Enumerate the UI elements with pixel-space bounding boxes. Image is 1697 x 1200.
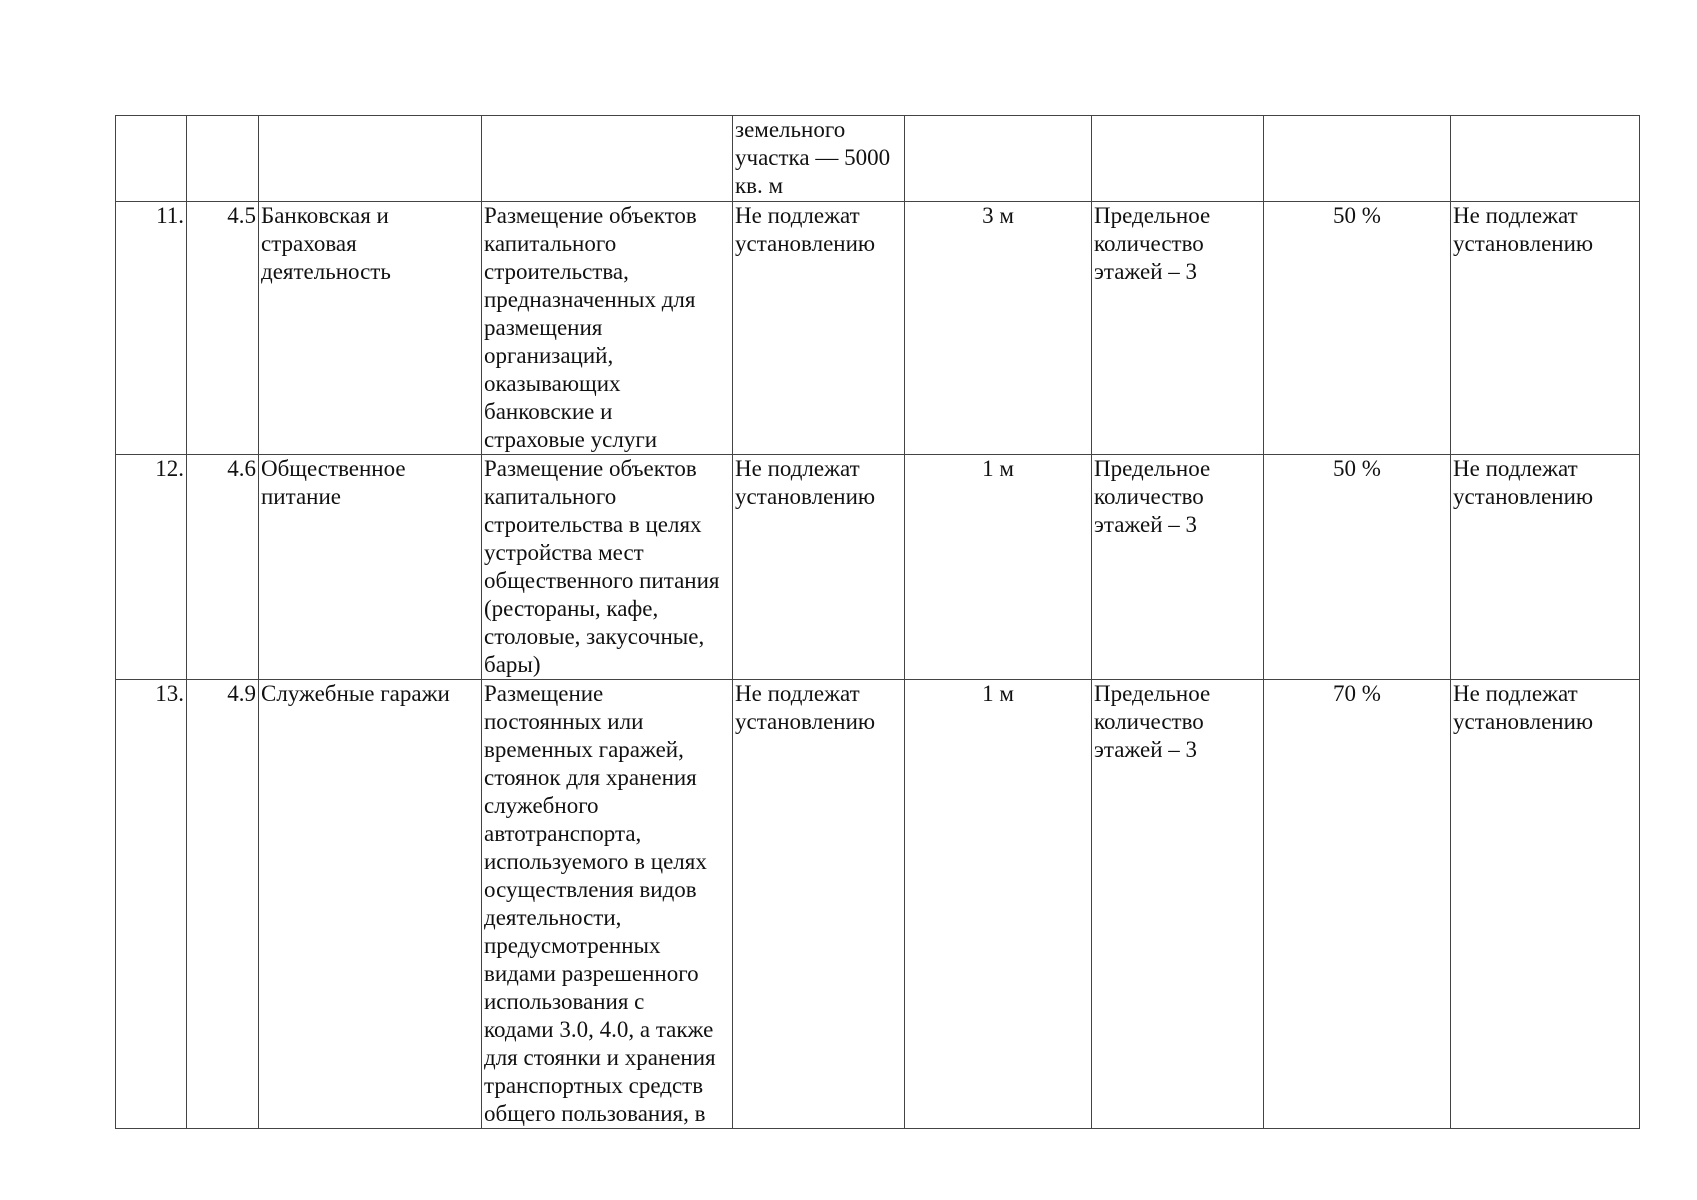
row-number-cell <box>116 116 187 202</box>
other-params-cell <box>1451 116 1640 202</box>
floors-cell: Предельное количество этажей – 3 <box>1092 680 1264 1129</box>
coverage-cell: 70 % <box>1264 680 1451 1129</box>
use-description-cell: Размещение объектов капитального строительства, предназначенных для размещения организаций, оказывающих банковские и страховые услуги <box>482 202 733 455</box>
floors-cell <box>1092 116 1264 202</box>
indent-cell <box>905 116 1092 202</box>
land-use-table <box>115 115 1640 1129</box>
min-area-cell: Не подлежат установлению <box>733 202 905 455</box>
other-params-cell: Не подлежат установлению <box>1451 202 1640 455</box>
code-cell: 4.5 <box>187 202 259 455</box>
min-area-cell: земельного участка — 5000 кв. м <box>733 116 905 202</box>
coverage-cell: 50 % <box>1264 202 1451 455</box>
indent-cell: 3 м <box>905 202 1092 455</box>
use-description-cell: Размещение постоянных или временных гаражей, стоянок для хранения служебного автотранспорта, используемого в целях осуществления видов деятельности, предусмотренных видами разрешенного использования с кодами 3.0, 4.0, а также для стоянки и хранения транспортных средств общего пользования, в <box>482 680 733 1129</box>
coverage-cell <box>1264 116 1451 202</box>
other-params-cell: Не подлежат установлению <box>1451 680 1640 1129</box>
row-number-cell: 12. <box>116 455 187 680</box>
table-row <box>116 202 1640 455</box>
indent-cell: 1 м <box>905 455 1092 680</box>
use-description-cell: Размещение объектов капитального строительства в целях устройства мест общественного питания (рестораны, кафе, столовые, закусочные, бары) <box>482 455 733 680</box>
use-description-cell <box>482 116 733 202</box>
use-type-name-cell <box>259 116 482 202</box>
row-number-cell: 13. <box>116 680 187 1129</box>
use-type-name-cell: Банковская и страховая деятельность <box>259 202 482 455</box>
min-area-cell: Не подлежат установлению <box>733 680 905 1129</box>
other-params-cell: Не подлежат установлению <box>1451 455 1640 680</box>
code-cell: 4.9 <box>187 680 259 1129</box>
table-row <box>116 116 1640 202</box>
code-cell <box>187 116 259 202</box>
row-number-cell: 11. <box>116 202 187 455</box>
indent-cell: 1 м <box>905 680 1092 1129</box>
coverage-cell: 50 % <box>1264 455 1451 680</box>
floors-cell: Предельное количество этажей – 3 <box>1092 202 1264 455</box>
floors-cell: Предельное количество этажей – 3 <box>1092 455 1264 680</box>
min-area-cell: Не подлежат установлению <box>733 455 905 680</box>
table-row <box>116 455 1640 680</box>
use-type-name-cell: Общественное питание <box>259 455 482 680</box>
table-row <box>116 680 1640 1129</box>
code-cell: 4.6 <box>187 455 259 680</box>
use-type-name-cell: Служебные гаражи <box>259 680 482 1129</box>
